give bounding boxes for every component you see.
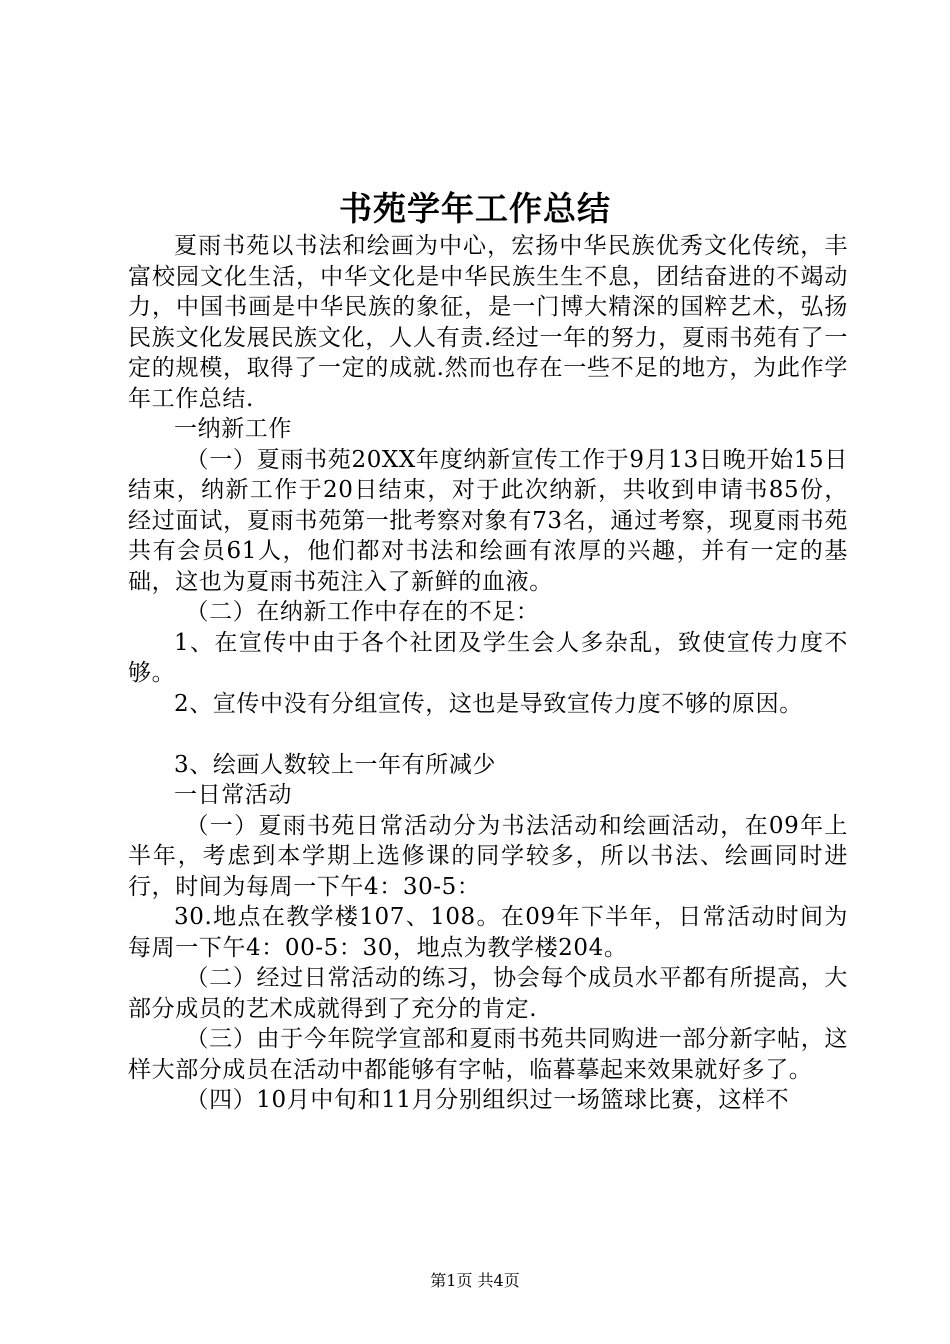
document-title: 书苑学年工作总结 — [339, 189, 611, 228]
daily-activities-paragraph-1-cont: 30.地点在教学楼107、108。在09年下半年，日常活动时间为每周一下午4：00-5：30，地点为教学楼204。 — [128, 904, 848, 961]
shortcoming-item-1: 1、在宣传中由于各个社团及学生会人多杂乱，致使宣传力度不够。 — [128, 629, 848, 686]
shortcoming-item-3: 3、绘画人数较上一年有所减少 — [174, 751, 497, 778]
daily-activities-paragraph-3: （三）由于今年院学宣部和夏雨书苑共同购进一部分新字帖，这样大部分成员在活动中都能够有字帖，临暮摹起来效果就好多了。 — [128, 1026, 848, 1083]
recruitment-paragraph-1: （一）夏雨书苑20XX年度纳新宣传工作于9月13日晚开始15日结束，纳新工作于20日结束，对于此次纳新，共收到申请书85份，经过面试，夏雨书苑第一批考察对象有73名，通过考察，现夏雨书苑共有会员61人，他们都对书法和绘画有浓厚的兴趣，并有一定的基础，这也为夏雨书苑注入了新鲜的血液。 — [128, 446, 848, 595]
daily-activities-paragraph-1: （一）夏雨书苑日常活动分为书法活动和绘画活动，在09年上半年，考虑到本学期上选修课的同学较多，所以书法、绘画同时进行，时间为每周一下午4：30-5： — [128, 812, 848, 900]
daily-activities-paragraph-2: （二）经过日常活动的练习，协会每个成员水平都有所提高，大部分成员的艺术成就得到了充分的肯定. — [128, 965, 848, 1022]
section-heading-recruitment: 一纳新工作 — [174, 416, 292, 442]
recruitment-shortcomings-heading: （二）在纳新工作中存在的不足： — [185, 599, 540, 625]
daily-activities-paragraph-4: （四）10月中旬和11月分别组织过一场篮球比赛，这样不 — [185, 1087, 790, 1113]
page-footer: 第1页 共4页 — [430, 1271, 520, 1290]
section-heading-daily-activities: 一日常活动 — [174, 782, 292, 808]
document-body — [128, 231, 848, 1116]
shortcoming-item-2: 2、宣传中没有分组宣传，这也是导致宣传力度不够的原因。 — [174, 690, 803, 717]
intro-paragraph: 夏雨书苑以书法和绘画为中心，宏扬中华民族优秀文化传统，丰富校园文化生活，中华文化是中华民族生生不息，团结奋进的不竭动力，中国书画是中华民族的象征，是一门博大精深的国粹艺术，弘扬民族文化发展民族文化，人人有责.经过一年的努力，夏雨书苑有了一定的规模，取得了一定的成就.然而也存在一些不足的地方，为此作学年工作总结. — [128, 233, 848, 412]
blank-line — [128, 719, 848, 750]
